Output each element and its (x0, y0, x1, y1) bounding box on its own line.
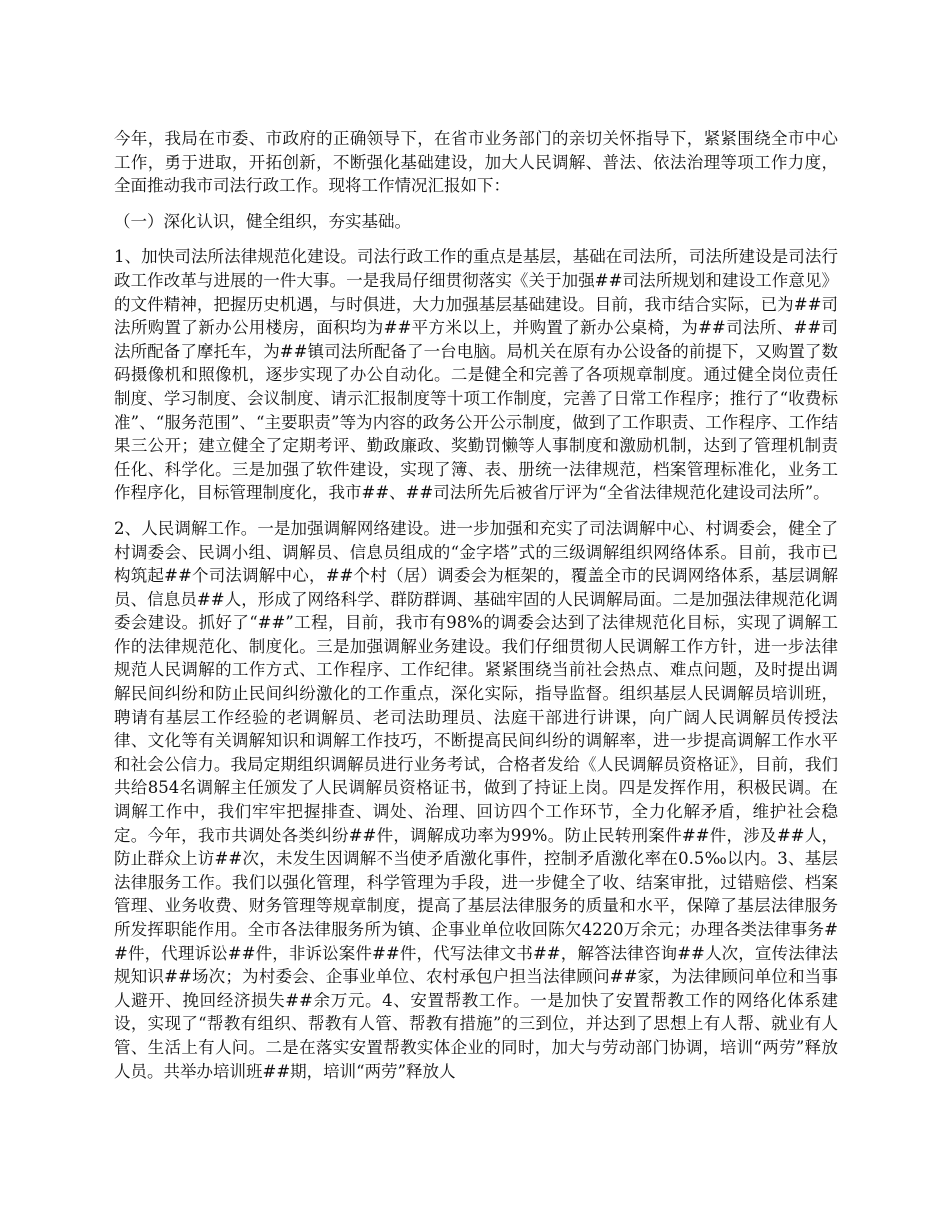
intro-paragraph: 今年，我局在市委、市政府的正确领导下，在省市业务部门的亲切关怀指导下，紧紧围绕全市中心工作，勇于进取，开拓创新，不断强化基础建设，加大人民调解、普法、依法治理等项工作力度，全面推动我市司法行政工作。现将工作情况汇报如下： (114, 129, 838, 196)
section-heading: （一）深化认识，健全组织，夯实基础。 (114, 211, 411, 231)
document-body (114, 127, 838, 1095)
paragraph-judicial-office: 1、加快司法所法律规范化建设。司法行政工作的重点是基层，基础在司法所，司法所建设是司法行政工作改革与进展的一件大事。一是我局仔细贯彻落实《关于加强##司法所规划和建设工作意见》的文件精神，把握历史机遇，与时俱进，大力加强基层基础建设。目前，我市结合实际，已为##司法所购置了新办公用楼房，面积均为##平方米以上，并购置了新办公桌椅，为##司法所、##司法所配备了摩托车，为##镇司法所配备了一台电脑。局机关在原有办公设备的前提下，又购置了数码摄像机和照像机，逐步实现了办公自动化。二是健全和完善了各项规章制度。通过健全岗位责任制度、学习制度、会议制度、请示汇报制度等十项工作制度，完善了日常工作程序；推行了“收费标准”、“服务范围”、“主要职责”等为内容的政务公开公示制度，做到了工作职责、工作程序、工作结果三公开；建立健全了定期考评、勤政廉政、奖勤罚懒等人事制度和激励机制，达到了管理机制责任化、科学化。三是加强了软件建设，实现了簿、表、册统一法律规范，档案管理标准化，业务工作程序化，目标管理制度化，我市##、##司法所先后被省厅评为“全省法律规范化建设司法所”。 (114, 247, 838, 503)
paragraph-mediation: 2、人民调解工作。一是加强调解网络建设。进一步加强和充实了司法调解中心、村调委会，健全了村调委会、民调小组、调解员、信息员组成的“金字塔”式的三级调解组织网络体系。目前，我市已构筑起##个司法调解中心，##个村（居）调委会为框架的，覆盖全市的民调网络体系，基层调解员、信息员##人，形成了网络科学、群防群调、基础牢固的人民调解局面。二是加强法律规范化调委会建设。抓好了“##”工程，目前，我市有98%的调委会达到了法律规范化目标，实现了调解工作的法律规范化、制度化。三是加强调解业务建设。我们仔细贯彻人民调解工作方针，进一步法律规范人民调解的工作方式、工作程序、工作纪律。紧紧围绕当前社会热点、难点问题，及时提出调解民间纠纷和防止民间纠纷激化的工作重点，深化实际，指导监督。组织基层人民调解员培训班，聘请有基层工作经验的老调解员、老司法助理员、法庭干部进行讲课，向广阔人民调解员传授法律、文化等有关调解知识和调解工作技巧，不断提高民间纠纷的调解率，进一步提高调解工作水平和社会公信力。我局定期组织调解员进行业务考试，合格者发给《人民调解员资格证》，目前，我们共给854名调解主任颁发了人民调解员资格证书，做到了持证上岗。四是发挥作用，积极民调。在调解工作中，我们牢牢把握排查、调处、治理、回访四个工作环节，全力化解矛盾，维护社会稳定。今年，我市共调处各类纠纷##件，调解成功率为99%。防止民转刑案件##件，涉及##人，防止群众上访##次，未发生因调解不当使矛盾激化事件，控制矛盾激化率在0.5‰以内。3、基层法律服务工作。我们以强化管理，科学管理为手段，进一步健全了收、结案审批，过错赔偿、档案管理、业务收费、财务管理等规章制度，提高了基层法律服务的质量和水平，保障了基层法律服务所发挥职能作用。全市各法律服务所为镇、企事业单位收回陈欠4220万余元；办理各类法律事务##件，代理诉讼##件，非诉讼案件##件，代写法律文书##，解答法律咨询##人次，宣传法律法规知识##场次；为村委会、企事业单位、农村承包户担当法律顾问##家，为法律顾问单位和当事人避开、挽回经济损失##余万元。4、安置帮教工作。一是加快了安置帮教工作的网络化体系建设，实现了“帮教有组织、帮教有人管、帮教有措施”的三到位，并达到了思想上有人帮、就业有人管、生活上有人问。二是在落实安置帮教实体企业的同时，加大与劳动部门协调，培训“两劳”释放人员。共举办培训班##期，培训“两劳”释放人 (114, 518, 838, 1081)
